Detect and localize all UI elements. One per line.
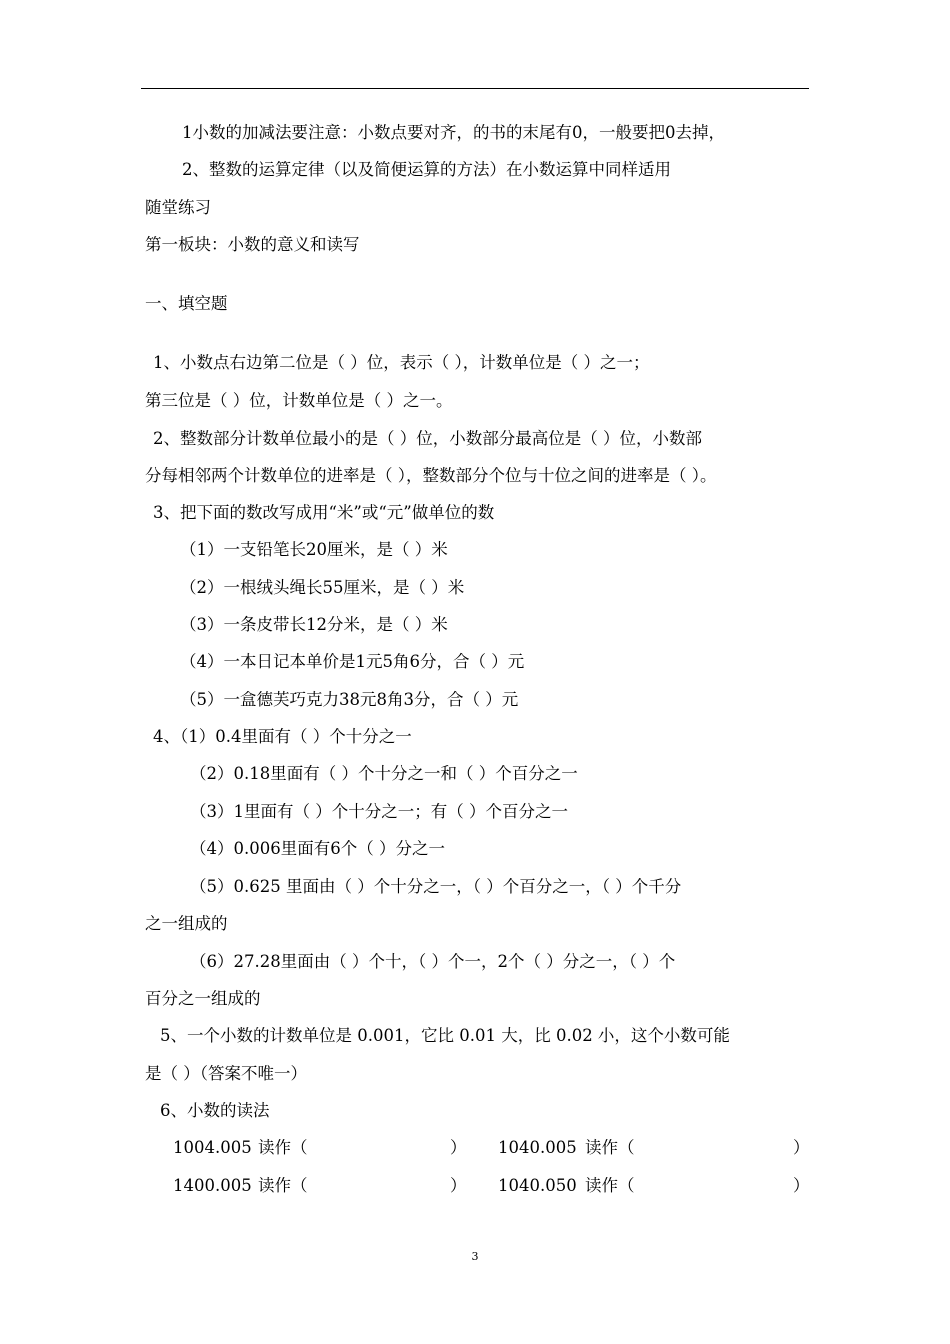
q1-line1: 1、小数点右边第二位是（ ）位，表示（ ），计数单位是（ ）之一；: [153, 353, 650, 372]
q2-line2: 分每相邻两个计数单位的进率是（ ），整数部分个位与十位之间的进率是（ ）。: [145, 466, 717, 485]
block-title: 第一板块：小数的意义和读写: [145, 235, 360, 254]
q6-close: ）: [793, 1176, 810, 1195]
q4-item: 4、（1）0.4里面有（ ）个十分之一: [153, 727, 412, 746]
part-title: 一、填空题: [145, 294, 228, 313]
q5-line1: 5、一个小数的计数单位是 0.001，它比 0.01 大，比 0.02 小，这个小数可能: [160, 1026, 730, 1045]
q3-item: （3）一条皮带长12分米，是（ ）米: [180, 615, 448, 634]
note-1: 1小数的加减法要注意：小数点要对齐，的书的末尾有0，一般要把0去掉，: [182, 123, 725, 142]
q6-label: 读作（: [585, 1176, 635, 1195]
q6-number: 1004.005: [173, 1138, 252, 1157]
header-rule: [141, 88, 809, 89]
q4-item: （5）0.625 里面由（ ）个十分之一，（ ）个百分之一，（ ）个千分: [190, 877, 682, 896]
q4-item: 百分之一组成的: [145, 989, 261, 1008]
q3-item: （1）一支铅笔长20厘米，是（ ）米: [180, 540, 448, 559]
q2-line1: 2、整数部分计数单位最小的是（ ）位，小数部分最高位是（ ）位，小数部: [153, 429, 702, 448]
q4-item: （4）0.006里面有6个（ ）分之一: [190, 839, 445, 858]
q5-line2: 是（ ）（答案不唯一）: [145, 1064, 307, 1083]
q6-close: ）: [793, 1138, 810, 1157]
q6-number: 1040.005: [498, 1138, 577, 1157]
q3-item: （5）一盒德芙巧克力38元8角3分，合（ ）元: [180, 690, 519, 709]
q6-close: ）: [450, 1138, 467, 1157]
q4-item: （3）1里面有（ ）个十分之一；有（ ）个百分之一: [190, 802, 568, 821]
page-number: 3: [471, 1250, 479, 1263]
q4-item: （6）27.28里面由（ ）个十，（ ）个一，2个（ ）分之一，（ ）个: [190, 952, 676, 971]
q6-number: 1040.050: [498, 1176, 577, 1195]
q3-stem: 3、把下面的数改写成用“米”或“元”做单位的数: [153, 503, 495, 522]
q3-item: （4）一本日记本单价是1元5角6分，合（ ）元: [180, 652, 525, 671]
q6-close: ）: [450, 1176, 467, 1195]
section-title: 随堂练习: [145, 198, 211, 217]
q4-item: （2）0.18里面有（ ）个十分之一和（ ）个百分之一: [190, 764, 578, 783]
q6-stem: 6、小数的读法: [160, 1101, 270, 1120]
q6-label: 读作（: [258, 1138, 308, 1157]
q4-item: 之一组成的: [145, 914, 228, 933]
q3-item: （2）一根绒头绳长55厘米，是（ ）米: [180, 578, 465, 597]
note-2: 2、整数的运算定律（以及简便运算的方法）在小数运算中同样适用: [182, 160, 671, 179]
q1-line2: 第三位是（ ）位，计数单位是（ ）之一。: [145, 391, 453, 410]
q6-number: 1400.005: [173, 1176, 252, 1195]
q6-label: 读作（: [585, 1138, 635, 1157]
q6-label: 读作（: [258, 1176, 308, 1195]
